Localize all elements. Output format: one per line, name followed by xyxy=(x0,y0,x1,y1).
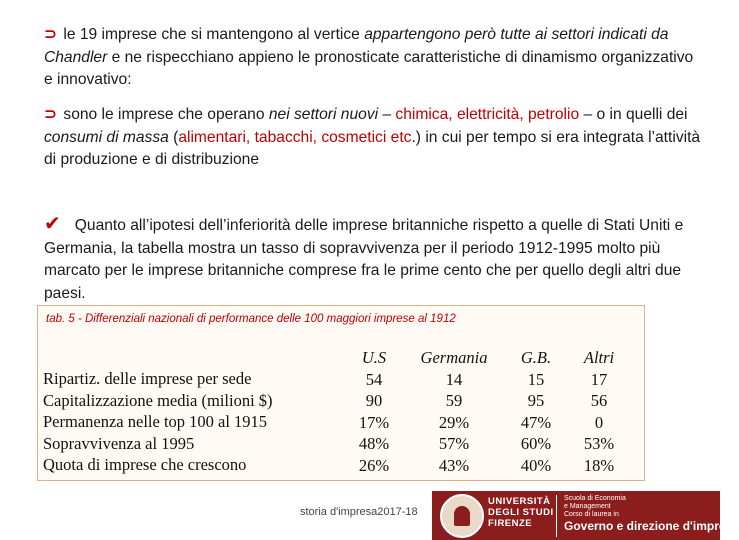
table-cell: 29% xyxy=(438,412,470,432)
table-cell: 60% xyxy=(520,434,552,454)
table-cell: 14 xyxy=(445,369,463,389)
table-cell: 26% xyxy=(358,455,390,475)
text: ( xyxy=(168,128,179,146)
italic-text: nei settori nuovi xyxy=(268,106,379,123)
italic-text: consumi di massa xyxy=(44,128,169,146)
text: Quanto all’ipotesi dell’inferiorità delle imprese britanniche rispetto a quelle di Stati Uniti e Germania, la tabella mostra un tasso di sopravvivenza per il periodo 1912-1995 molto più marcato per le imprese britanniche comprese fra le prime cento che per quello degli altri due paesi. xyxy=(44,217,684,302)
row-label: Permanenza nelle top 100 al 1915 xyxy=(43,412,268,432)
paragraph-new-sectors xyxy=(44,104,704,172)
table-cell: 40% xyxy=(520,455,552,475)
table-cell: 54 xyxy=(365,369,383,389)
table-cell: 17 xyxy=(590,369,608,389)
column-header: G.B. xyxy=(520,348,552,367)
text: – xyxy=(378,106,396,123)
table-cell: 53% xyxy=(583,434,615,454)
paragraph-british-firms xyxy=(44,213,704,305)
text: le 19 imprese che si mantengono al vertice xyxy=(59,26,365,43)
row-label: Ripartiz. delle imprese per sede xyxy=(43,369,252,388)
table-cell: 57% xyxy=(438,434,470,454)
table-column-gb xyxy=(508,347,564,477)
table-cell: 18% xyxy=(583,455,615,475)
table-cell: 47% xyxy=(520,412,552,432)
table-caption: tab. 5 - Differenziali nazionali di performance delle 100 maggiori imprese al 1912 xyxy=(46,313,456,325)
column-header: Altri xyxy=(583,348,615,367)
table-cell: 95 xyxy=(527,391,545,411)
row-label: Capitalizzazione media (milioni $) xyxy=(43,390,273,410)
table-cell: 90 xyxy=(365,391,383,411)
row-label: Quota di imprese che crescono xyxy=(43,455,247,475)
table-cell: 17% xyxy=(358,412,390,432)
table-cell: 59 xyxy=(445,391,463,411)
row-label: Sopravvivenza al 1995 xyxy=(43,433,195,453)
table-cell: 48% xyxy=(358,434,390,454)
highlight-text: chimica, elettricità, petrolio xyxy=(395,106,580,123)
department-name: Scuola di Economia e Management Corso di laurea in xyxy=(564,495,626,518)
course-name: Governo e direzione d'impresa xyxy=(564,519,739,533)
column-header: Germania xyxy=(420,348,488,367)
column-header: U.S xyxy=(361,348,387,367)
logo-divider xyxy=(556,495,557,537)
italic-text: appartengono però tutte ai settori indicati da Chandler xyxy=(44,26,669,66)
university-name: UNIVERSITÀ DEGLI STUDI FIRENZE xyxy=(488,496,554,529)
text: e ne rispecchiano appieno le pronosticate caratteristiche di dinamismo organizzativo e innovativo: xyxy=(44,48,694,88)
arrow-bullet-icon: ⊃ xyxy=(44,106,58,123)
footer-text: storia d'impresa2017-18 xyxy=(300,506,418,518)
university-logo xyxy=(432,491,739,540)
performance-table xyxy=(37,305,645,481)
table-cell: 56 xyxy=(590,391,608,411)
arrow-bullet-icon: ⊃ xyxy=(44,26,58,43)
text: – o in quelli dei xyxy=(579,106,688,123)
table-column-us xyxy=(354,347,394,477)
university-seal-icon xyxy=(440,494,484,538)
table-cell: 15 xyxy=(527,369,545,389)
table-cell: 43% xyxy=(438,455,470,475)
paragraph-chandler-sectors xyxy=(44,24,704,92)
table-row-labels xyxy=(43,368,273,476)
table-column-germania xyxy=(410,347,498,477)
checkmark-icon: ✔ xyxy=(44,213,61,235)
highlight-text: alimentari, tabacchi, cosmetici etc xyxy=(178,128,412,146)
table-column-altri xyxy=(568,347,630,477)
text: .) in cui per tempo si era integrata l’attività di produzione e di distribuzione xyxy=(44,128,701,168)
table-cell: 0 xyxy=(594,412,604,432)
text: sono le imprese che operano xyxy=(59,106,269,123)
